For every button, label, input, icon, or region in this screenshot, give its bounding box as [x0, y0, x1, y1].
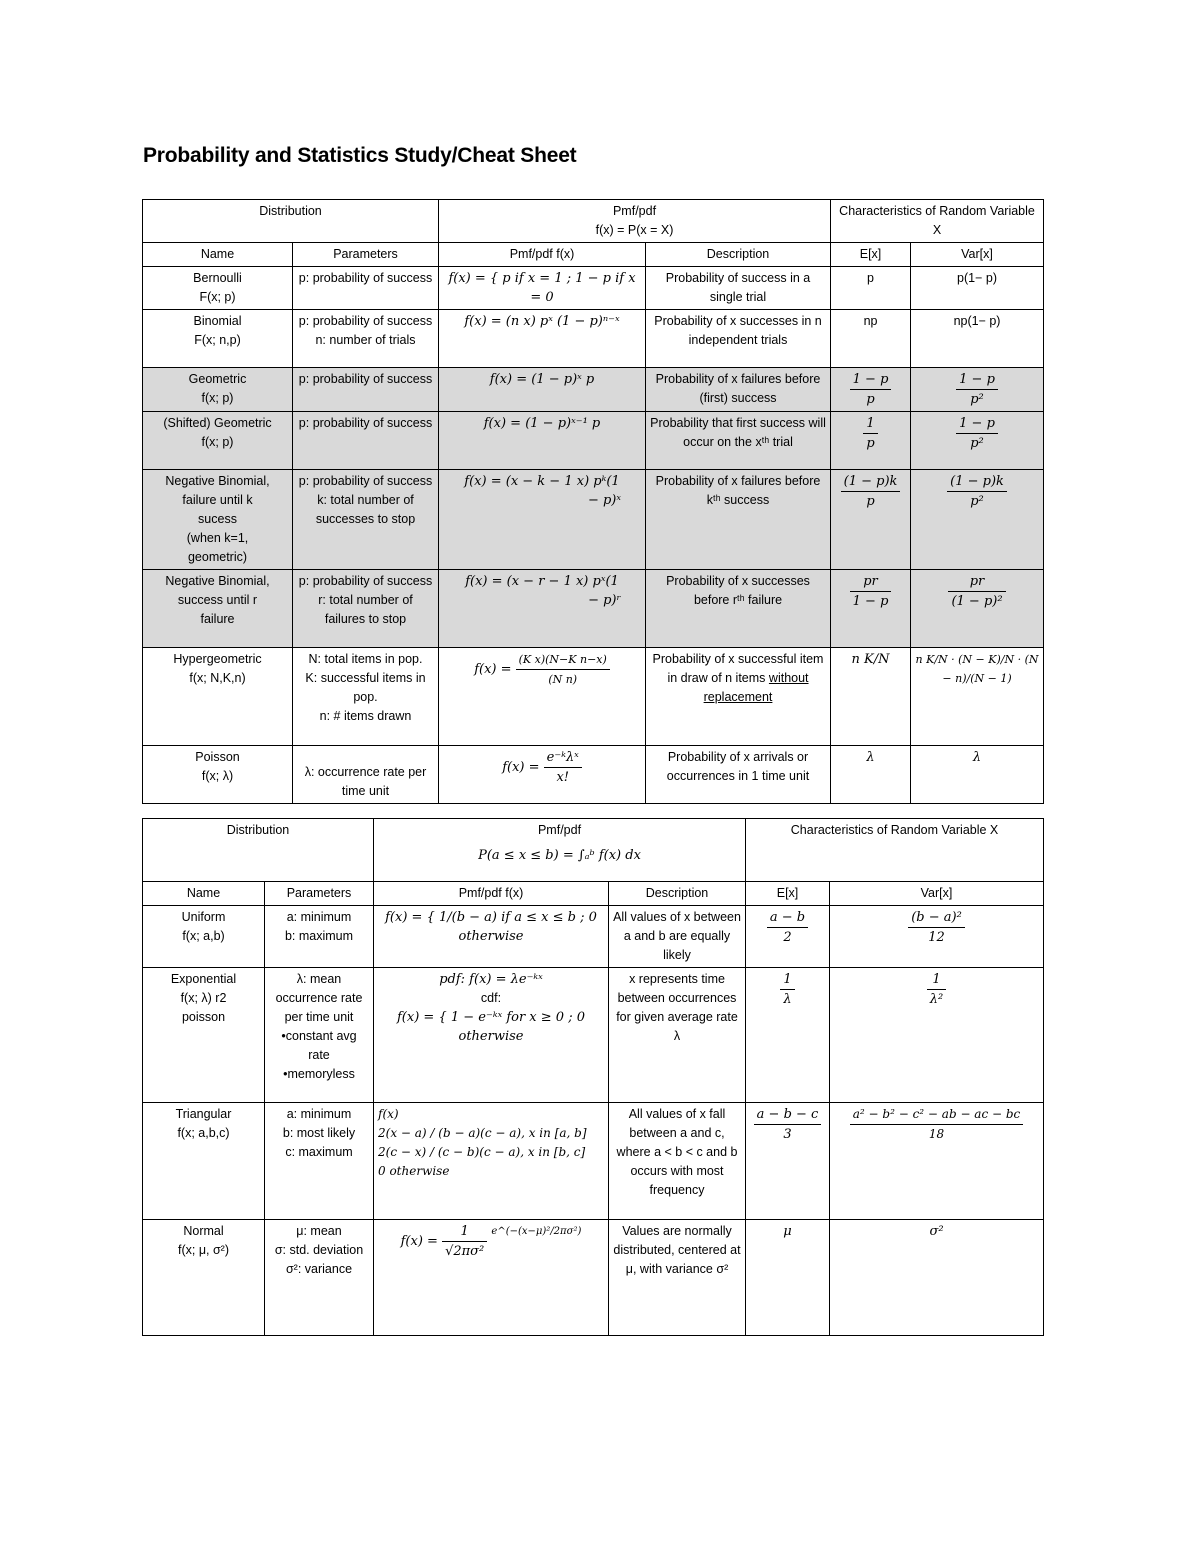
- dist-params: [265, 1220, 374, 1336]
- table-row: [143, 648, 1044, 746]
- dist-var: np(1− p): [911, 310, 1044, 368]
- name-line: Normal: [183, 1224, 224, 1238]
- ex-num: 1: [863, 414, 877, 434]
- dist-params: [265, 968, 374, 1103]
- name-line: Bernoulli: [193, 271, 242, 285]
- header-distribution: Distribution: [143, 819, 374, 882]
- dist-params: [293, 310, 439, 368]
- dist-params: p: probability of success: [293, 267, 439, 310]
- ex-den: p: [866, 436, 875, 451]
- dist-name: [143, 310, 293, 368]
- name-line: success until r: [177, 593, 258, 607]
- dist-name: [143, 1220, 265, 1336]
- dist-name: [143, 968, 265, 1103]
- name-line: f(x; λ) r2: [180, 991, 227, 1005]
- ex-den: 1 − p: [852, 594, 889, 609]
- dist-params: [265, 906, 374, 968]
- pmf-num: e⁻ᵏλˣ: [544, 748, 582, 768]
- table-row: [143, 906, 1044, 968]
- continuous-distributions-table: [142, 818, 1044, 1336]
- cdf-line: f(x) = { 1 − e⁻ᵏˣ for x ≥ 0 ; 0 otherwise: [397, 1010, 585, 1044]
- col-parameters: Parameters: [293, 243, 439, 267]
- col-ex: E[x]: [746, 882, 830, 906]
- desc-underlined: without replacement: [703, 671, 809, 704]
- dist-name: [143, 906, 265, 968]
- dist-var: [911, 412, 1044, 470]
- param-line: a: minimum: [286, 910, 352, 924]
- dist-desc: Probability of x failures before (first) success: [646, 368, 831, 412]
- name-line: f(x; N,K,n): [189, 671, 246, 685]
- param-line: b: most likely: [282, 1126, 356, 1140]
- param-line: μ: mean: [296, 1224, 342, 1238]
- table-row: [143, 746, 1044, 804]
- dist-pmf: f(x) = (1 − p)ˣ p: [439, 368, 646, 412]
- table-row: [143, 368, 1044, 412]
- name-line: failure until k: [182, 493, 253, 507]
- header-pmf: [374, 819, 746, 882]
- var-den: p²: [970, 436, 984, 451]
- var-num: pr: [948, 572, 1005, 592]
- ex-den: p: [866, 494, 875, 509]
- dist-desc: Probability of x arrivals or occurrences in 1 time unit: [646, 746, 831, 804]
- ex-num: 1: [780, 970, 794, 990]
- dist-var: [911, 470, 1044, 570]
- col-description: Description: [646, 243, 831, 267]
- dist-ex: [746, 968, 830, 1103]
- var-num: 1 − p: [956, 414, 998, 434]
- ex-num: pr: [850, 572, 892, 592]
- name-line: failure: [200, 612, 235, 626]
- cdf-label: cdf:: [480, 991, 502, 1005]
- var-den: p²: [970, 392, 984, 407]
- table-row: [143, 1220, 1044, 1336]
- name-line: (when k=1,: [186, 531, 249, 545]
- pmf-line: f(x): [378, 1107, 399, 1121]
- dist-var: [830, 968, 1044, 1103]
- dist-var: p(1− p): [911, 267, 1044, 310]
- desc-text: Probability of x successful item in draw of n items: [652, 652, 824, 685]
- table-row: [143, 412, 1044, 470]
- ex-num: 1 − p: [850, 370, 892, 390]
- param-line: n: number of trials: [315, 333, 416, 347]
- dist-name: [143, 648, 293, 746]
- dist-name: [143, 470, 293, 570]
- pmf-line: 2(x − a) / (b − a)(c − a), x in [a, b]: [378, 1126, 587, 1140]
- dist-var: [911, 368, 1044, 412]
- name-line: f(x; λ): [201, 769, 234, 783]
- var-num: a² − b² − c² − ab − ac − bc: [850, 1105, 1024, 1125]
- param-line: c: maximum: [285, 1145, 353, 1159]
- pmf-line: − p)ʳ: [588, 593, 621, 608]
- name-line: Exponential: [170, 972, 237, 986]
- dist-name: [143, 412, 293, 470]
- dist-params: p: probability of success: [293, 412, 439, 470]
- name-line: Uniform: [181, 910, 226, 924]
- name-line: poisson: [181, 1010, 226, 1024]
- param-line: p: probability of success: [298, 314, 433, 328]
- ex-den: λ: [783, 992, 792, 1007]
- dist-desc: Probability that first success will occur on the xᵗʰ trial: [646, 412, 831, 470]
- var-den: 12: [928, 930, 945, 945]
- table-row: [143, 267, 1044, 310]
- col-pmf: Pmf/pdf f(x): [374, 882, 609, 906]
- ex-num: a − b: [767, 908, 808, 928]
- name-line: f(x; p): [201, 435, 234, 449]
- pmf-den: (N n): [548, 673, 578, 686]
- name-line: geometric): [187, 550, 248, 564]
- name-line: Negative Binomial,: [165, 474, 270, 488]
- dist-var: [830, 1103, 1044, 1220]
- dist-desc: Probability of success in a single trial: [646, 267, 831, 310]
- dist-ex: [831, 412, 911, 470]
- dist-pmf: f(x) = (1 − p)ˣ⁻¹ p: [439, 412, 646, 470]
- param-line: N: total items in pop.: [308, 652, 423, 666]
- dist-pmf: f(x) = (n x) pˣ (1 − p)ⁿ⁻ˣ: [439, 310, 646, 368]
- dist-var: σ²: [830, 1220, 1044, 1336]
- dist-ex: [831, 470, 911, 570]
- pmf-den: x!: [556, 770, 569, 785]
- dist-var: n K/N · (N − K)/N · (N − n)/(N − 1): [911, 648, 1044, 746]
- table-row: [143, 470, 1044, 570]
- col-var: Var[x]: [830, 882, 1044, 906]
- header-pmf-sub: f(x) = P(x = X): [595, 223, 674, 237]
- var-num: (b − a)²: [908, 908, 965, 928]
- dist-var: λ: [911, 746, 1044, 804]
- pdf-line: pdf: f(x) = λe⁻ᵏˣ: [439, 972, 543, 987]
- dist-name: [143, 570, 293, 648]
- col-var: Var[x]: [911, 243, 1044, 267]
- name-line: Poisson: [195, 750, 240, 764]
- pmf-num: 1: [442, 1222, 487, 1242]
- dist-params: [265, 1103, 374, 1220]
- var-den: λ²: [929, 992, 944, 1007]
- ex-num: a − b − c: [754, 1105, 822, 1125]
- pmf-num: (K x)(N−K n−x): [516, 650, 610, 670]
- dist-pmf: f(x) = { p if x = 1 ; 1 − p if x = 0: [439, 267, 646, 310]
- header-pmf-sub: P(a ≤ x ≤ b) = ∫ₐᵇ f(x) dx: [478, 848, 641, 863]
- param-line: •constant avg rate: [281, 1029, 357, 1062]
- table-row: [143, 1103, 1044, 1220]
- name-line: f(x; a,b): [182, 929, 225, 943]
- name-line: Hypergeometric: [173, 652, 262, 666]
- name-line: Triangular: [175, 1107, 232, 1121]
- ex-num: (1 − p)k: [841, 472, 901, 492]
- col-ex: E[x]: [831, 243, 911, 267]
- name-line: f(x; p): [201, 391, 234, 405]
- dist-pmf: f(x) = { 1/(b − a) if a ≤ x ≤ b ; 0 otherwise: [374, 906, 609, 968]
- param-line: k: total number of successes to stop: [315, 493, 416, 526]
- header-pmf-title: Pmf/pdf: [537, 823, 582, 837]
- dist-name: [143, 1103, 265, 1220]
- name-line: sucess: [198, 512, 237, 526]
- dist-desc: Values are normally distributed, centered at μ, with variance σ²: [609, 1220, 746, 1336]
- header-pmf-title: Pmf/pdf: [612, 204, 657, 218]
- dist-pmf: [374, 1220, 609, 1336]
- param-line: λ: mean occurrence rate per time unit: [275, 972, 363, 1024]
- dist-ex: n K/N: [831, 648, 911, 746]
- header-characteristics: Characteristics of Random Variable X: [746, 819, 1044, 882]
- dist-params: [293, 648, 439, 746]
- pmf-line: 0 otherwise: [378, 1164, 450, 1178]
- pmf-exp: e^(−(x−μ)²/2πσ²): [491, 1226, 582, 1237]
- param-line: n: # items drawn: [319, 709, 412, 723]
- dist-desc: [646, 648, 831, 746]
- dist-ex: np: [831, 310, 911, 368]
- ex-den: 3: [783, 1127, 792, 1142]
- dist-desc: All values of x between a and b are equally likely: [609, 906, 746, 968]
- name-line: f(x; a,b,c): [177, 1126, 230, 1140]
- param-line: K: successful items in pop.: [305, 671, 426, 704]
- page-title: Probability and Statistics Study/Cheat Sheet: [143, 144, 577, 167]
- var-den: p²: [970, 494, 984, 509]
- dist-pmf: [374, 968, 609, 1103]
- dist-desc: x represents time between occurrences for given average rate λ: [609, 968, 746, 1103]
- dist-pmf: [439, 746, 646, 804]
- col-description: Description: [609, 882, 746, 906]
- dist-pmf: [439, 648, 646, 746]
- name-line: Binomial: [193, 314, 242, 328]
- dist-ex: λ: [831, 746, 911, 804]
- header-characteristics: Characteristics of Random Variable X: [831, 200, 1044, 243]
- dist-desc: Probability of x successes in n independent trials: [646, 310, 831, 368]
- pmf-den: √2πσ²: [445, 1244, 485, 1259]
- dist-ex: [746, 1103, 830, 1220]
- dist-name: [143, 746, 293, 804]
- col-parameters: Parameters: [265, 882, 374, 906]
- var-den: 18: [928, 1127, 945, 1141]
- param-line: r: total number of failures to stop: [318, 593, 413, 626]
- pmf-line: 2(c − x) / (c − b)(c − a), x in [b, c]: [378, 1145, 586, 1159]
- param-line: σ²: variance: [285, 1262, 353, 1276]
- name-line: (Shifted) Geometric: [163, 416, 272, 430]
- dist-params: [293, 570, 439, 648]
- dist-pmf: [439, 570, 646, 648]
- dist-ex: p: [831, 267, 911, 310]
- table-row: [143, 968, 1044, 1103]
- var-num: 1 − p: [956, 370, 998, 390]
- var-num: 1: [927, 970, 946, 990]
- dist-params: λ: occurrence rate per time unit: [293, 746, 439, 804]
- dist-ex: [831, 570, 911, 648]
- param-line: σ: std. deviation: [274, 1243, 364, 1257]
- name-line: Negative Binomial,: [165, 574, 270, 588]
- param-line: b: maximum: [284, 929, 354, 943]
- param-line: p: probability of success: [298, 474, 433, 488]
- ex-den: p: [866, 392, 875, 407]
- name-line: Geometric: [188, 372, 247, 386]
- table-row: [143, 310, 1044, 368]
- name-line: F(x; p): [199, 290, 236, 304]
- ex-den: 2: [783, 930, 792, 945]
- table-row: [143, 570, 1044, 648]
- dist-params: p: probability of success: [293, 368, 439, 412]
- header-pmf: [439, 200, 831, 243]
- pmf-lhs: f(x) =: [400, 1234, 438, 1249]
- dist-pmf: [439, 470, 646, 570]
- dist-pmf: [374, 1103, 609, 1220]
- col-name: Name: [143, 243, 293, 267]
- pmf-lhs: f(x) =: [474, 662, 512, 677]
- discrete-distributions-table: [142, 199, 1044, 804]
- header-distribution: Distribution: [143, 200, 439, 243]
- dist-params: [293, 470, 439, 570]
- col-name: Name: [143, 882, 265, 906]
- dist-ex: μ: [746, 1220, 830, 1336]
- dist-desc: Probability of x failures before kᵗʰ success: [646, 470, 831, 570]
- pmf-line: − p)ˣ: [587, 493, 621, 508]
- param-line: •memoryless: [283, 1067, 355, 1081]
- pmf-line: f(x) = (x − r − 1 x) pˣ(1: [465, 574, 619, 589]
- dist-name: [143, 368, 293, 412]
- dist-var: [911, 570, 1044, 648]
- var-den: (1 − p)²: [951, 594, 1003, 609]
- var-num: (1 − p)k: [947, 472, 1007, 492]
- dist-desc: Probability of x successes before rᵗʰ failure: [646, 570, 831, 648]
- name-line: F(x; n,p): [194, 333, 241, 347]
- dist-var: [830, 906, 1044, 968]
- pmf-lhs: f(x) =: [502, 760, 540, 775]
- dist-name: [143, 267, 293, 310]
- pmf-line: f(x) = (x − k − 1 x) pᵏ(1: [464, 474, 620, 489]
- dist-desc: All values of x fall between a and c, where a < b < c and b occurs with most frequency: [609, 1103, 746, 1220]
- name-line: f(x; μ, σ²): [177, 1243, 230, 1257]
- col-pmf: Pmf/pdf f(x): [439, 243, 646, 267]
- dist-ex: [746, 906, 830, 968]
- param-line: a: minimum: [286, 1107, 352, 1121]
- param-line: p: probability of success: [298, 574, 433, 588]
- dist-ex: [831, 368, 911, 412]
